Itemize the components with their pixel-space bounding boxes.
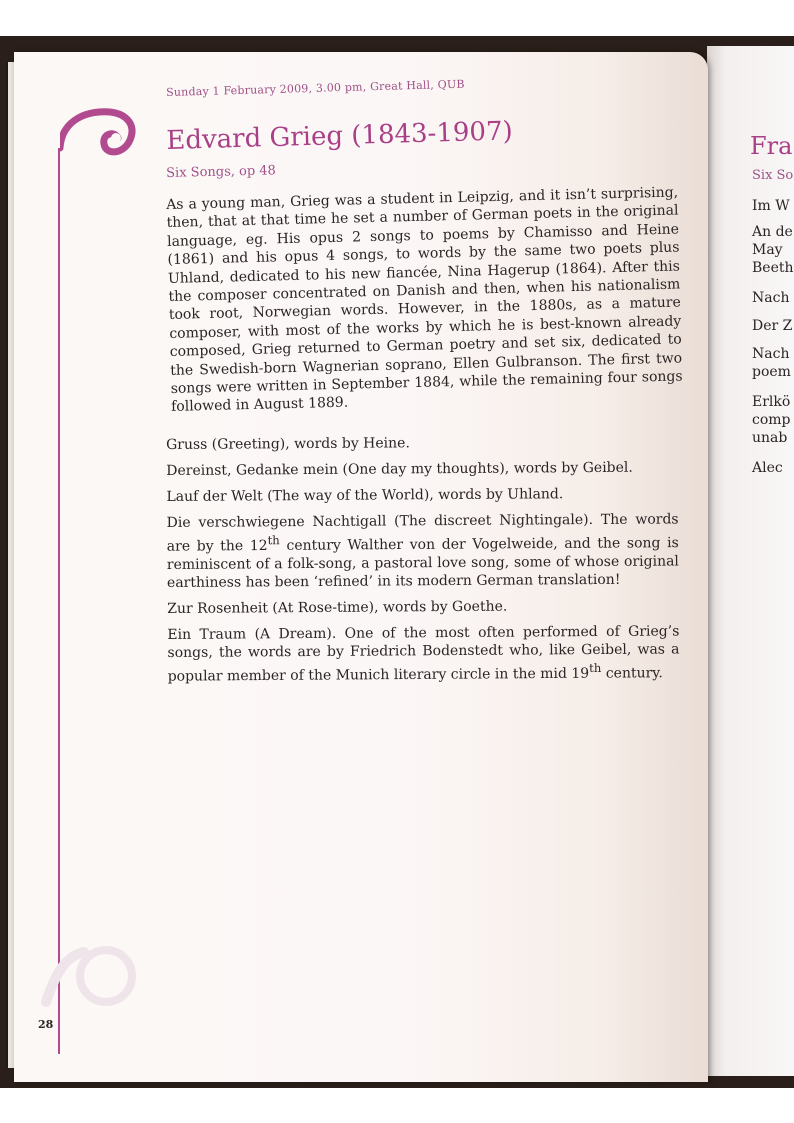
song-item: Lauf der Welt (The way of the World), words by Uhland. — [166, 486, 564, 505]
composer-title: Edvard Grieg (1843-1907) — [166, 116, 514, 156]
song-item: Zur Rosenheit (At Rose-time), words by Goethe. — [167, 598, 508, 617]
facing-page-line: Beeth — [752, 260, 794, 276]
facing-page-line: Alec — [752, 460, 783, 476]
facing-page-subtitle: Six So — [752, 168, 794, 183]
song-item: Die verschwiegene Nachtigall (The discreet Nightingale). The words are by the 12th century Walther von der Vogelweide, and the song is reminiscent of a folk-song, a pastoral love song, some of whose original earthiness has been ‘refined’ in its modern German translation! — [166, 511, 679, 591]
intro-paragraph: As a young man, Grieg was a student in Leipzig, and it isn’t surprising, then, that at that time he set a number of German poets in the original language, eg. His opus 2 songs to poems by Chamisso and Heine (1861) and his opus 4 songs, to words by the same two poets plus Uhland, dedicated to his new fiancée, Nina Hagerup (1864). After this the composer concentrated on Danish and then, when his nationalism took root, Norwegian words. However, in the 1880s, as a mature composer, with most of the works by which he is best-known already composed, Grieg returned to German poetry and set six, dedicated to the Swedish-born Wagnerian soprano, Ellen Gulbranson. The first two songs were written in September 1884, while the remaining four songs followed in August 1889. — [166, 184, 683, 416]
facing-page-line: Im W — [752, 198, 790, 214]
floral-ornament-icon — [36, 942, 136, 1012]
facing-page-line: Nach — [752, 346, 790, 362]
facing-page-line: May — [752, 242, 783, 258]
facing-page-line: poem — [752, 364, 791, 380]
facing-page-title: Fra — [750, 132, 793, 160]
facing-page-line: Nach — [752, 290, 790, 306]
page-number: 28 — [38, 1018, 54, 1031]
facing-page-line: Erlkö — [752, 394, 791, 410]
margin-rule — [58, 148, 60, 1054]
concert-info: Sunday 1 February 2009, 3.00 pm, Great Hall, QUB — [166, 77, 465, 99]
song-list — [166, 432, 680, 693]
facing-page-line: comp — [752, 412, 791, 428]
song-item: Gruss (Greeting), words by Heine. — [166, 435, 410, 453]
work-subtitle: Six Songs, op 48 — [166, 163, 277, 181]
facing-page-line: An de — [752, 224, 793, 240]
song-item: Ein Traum (A Dream). One of the most often performed of Grieg’s songs, the words are by Friedrich Bodenstedt who, like Geibel, was a popular member of the Munich literary circle in the mid 19th century. — [167, 623, 680, 685]
facing-page-line: unab — [752, 430, 788, 446]
facing-page-line: Der Z — [752, 318, 793, 334]
song-item: Dereinst, Gedanke mein (One day my thoughts), words by Geibel. — [166, 459, 633, 479]
scroll-ornament-icon — [60, 108, 140, 178]
